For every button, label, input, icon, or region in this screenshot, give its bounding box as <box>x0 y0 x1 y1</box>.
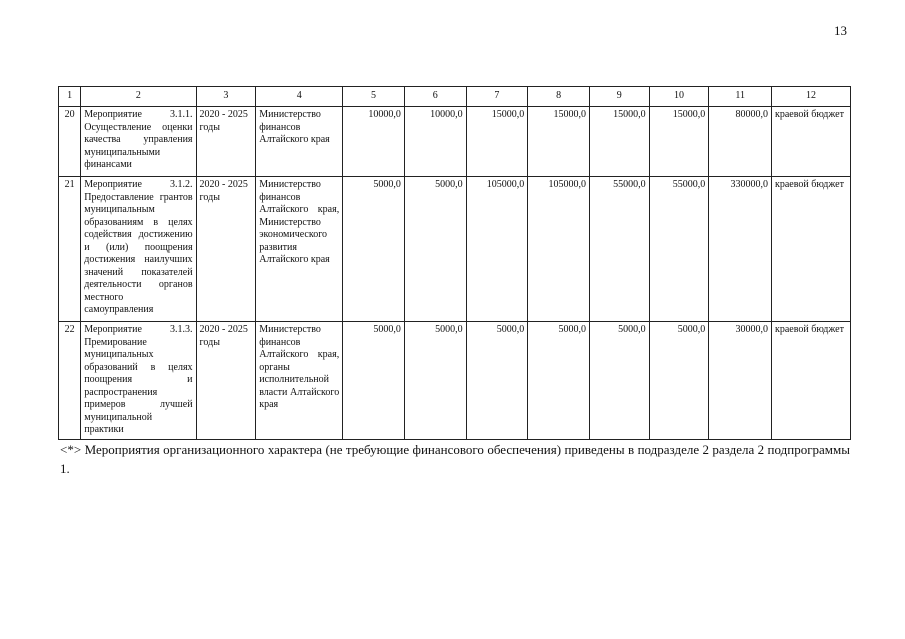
executor-cell: Министерство финансов Алтайского края, Министерство экономического развития Алтайского края <box>256 177 343 322</box>
amount-cell: 5000,0 <box>589 322 649 440</box>
column-header: 3 <box>196 87 256 107</box>
amount-cell: 15000,0 <box>528 107 590 177</box>
table-row <box>59 107 851 177</box>
period-cell: 2020 - 2025 годы <box>196 322 256 440</box>
table-row <box>59 177 851 322</box>
amount-cell: 55000,0 <box>649 177 709 322</box>
column-header: 7 <box>466 87 528 107</box>
period-cell: 2020 - 2025 годы <box>196 107 256 177</box>
amount-cell: 5000,0 <box>343 322 405 440</box>
column-header: 1 <box>59 87 81 107</box>
footnote: <*> Мероприятия организационного характера (не требующие финансового обеспечения) приведены в подразделе 2 раздела 2 подпрограммы 1. <box>60 442 850 476</box>
amount-cell: 5000,0 <box>466 322 528 440</box>
page-number: 13 <box>834 23 847 38</box>
amount-cell: 5000,0 <box>649 322 709 440</box>
executor-cell: Министерство финансов Алтайского края, органы исполнительной власти Алтайского края <box>256 322 343 440</box>
measure-name: Мероприятие 3.1.2. Предоставление грантов муниципальным образованиям в целях содействия достижению и (или) поощрения достижения наилучших значений показателей деятельности органов местного самоуправления <box>81 177 196 322</box>
total-cell: 80000,0 <box>709 107 772 177</box>
column-header: 9 <box>589 87 649 107</box>
column-header: 12 <box>772 87 851 107</box>
column-header: 2 <box>81 87 196 107</box>
amount-cell: 15000,0 <box>466 107 528 177</box>
source-cell: краевой бюджет <box>772 177 851 322</box>
amount-cell: 105000,0 <box>528 177 590 322</box>
header-row <box>59 87 851 107</box>
column-header: 6 <box>404 87 466 107</box>
amount-cell: 55000,0 <box>589 177 649 322</box>
executor-cell: Министерство финансов Алтайского края <box>256 107 343 177</box>
amount-cell: 15000,0 <box>589 107 649 177</box>
row-number: 21 <box>59 177 81 322</box>
source-cell: краевой бюджет <box>772 322 851 440</box>
amount-cell: 5000,0 <box>343 177 405 322</box>
amount-cell: 5000,0 <box>404 177 466 322</box>
column-header: 10 <box>649 87 709 107</box>
source-cell: краевой бюджет <box>772 107 851 177</box>
measures-table <box>58 86 851 440</box>
amount-cell: 10000,0 <box>404 107 466 177</box>
amount-cell: 15000,0 <box>649 107 709 177</box>
row-number: 22 <box>59 322 81 440</box>
measure-name: Мероприятие 3.1.1. Осуществление оценки качества управления муниципальными финансами <box>81 107 196 177</box>
row-number: 20 <box>59 107 81 177</box>
total-cell: 330000,0 <box>709 177 772 322</box>
column-header: 11 <box>709 87 772 107</box>
amount-cell: 10000,0 <box>343 107 405 177</box>
period-cell: 2020 - 2025 годы <box>196 177 256 322</box>
column-header: 5 <box>343 87 405 107</box>
table-row <box>59 322 851 440</box>
total-cell: 30000,0 <box>709 322 772 440</box>
amount-cell: 5000,0 <box>404 322 466 440</box>
measure-name: Мероприятие 3.1.3. Премирование муниципальных образований в целях поощрения и распространения примеров лучшей муниципальной практики <box>81 322 196 440</box>
amount-cell: 105000,0 <box>466 177 528 322</box>
amount-cell: 5000,0 <box>528 322 590 440</box>
column-header: 4 <box>256 87 343 107</box>
column-header: 8 <box>528 87 590 107</box>
